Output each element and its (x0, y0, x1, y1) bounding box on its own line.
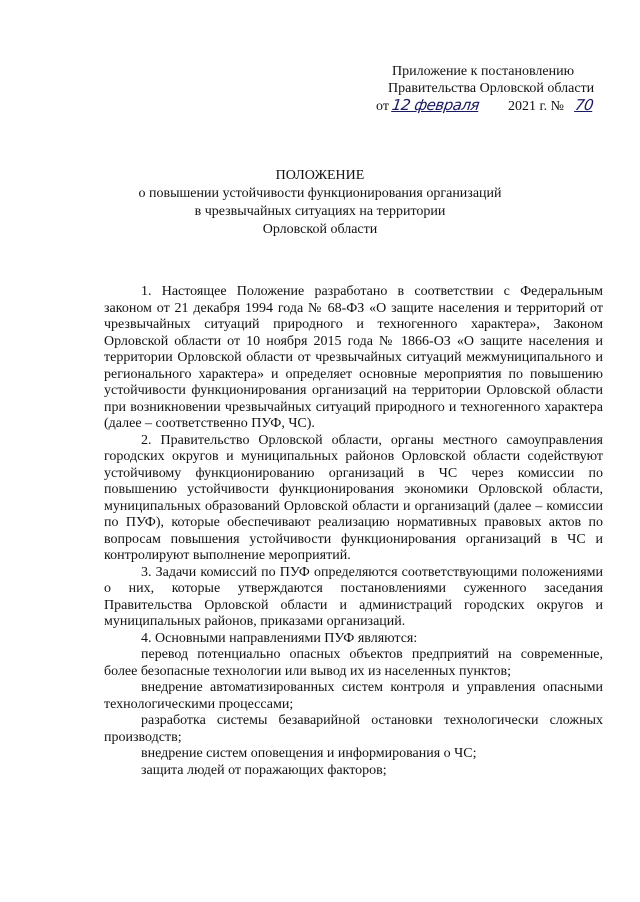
list-item: разработка системы безаварийной остановки технологически сложных производств; (104, 713, 603, 745)
paragraph-3: 3. Задачи комиссий по ПУФ определяются соответствующими положениями о них, которые утверждаются постановлениями суженного заседания Правительства Орловской области и администраций городских округов и муниципальных районов, приказами организаций. (104, 564, 603, 629)
list-item: внедрение систем оповещения и информирования о ЧС; (141, 746, 477, 761)
paragraph-1: 1. Настоящее Положение разработано в соответствии с Федеральным законом от 21 декабря 1994 года № 68-ФЗ «О защите населения и территорий от чрезвычайных ситуаций природного и техногенного характера», Законом Орловской области от 10 ноября 2015 года № 1866-ОЗ «О защите населения и территории Орловской области от чрезвычайных ситуаций межмуниципального и регионального характера» и определяет основные мероприятия по повышению устойчивости функционирования организаций на территории Орловской области при возникновении чрезвычайных ситуаций природного и техногенного характера (далее – соответственно ПУФ, ЧС). (104, 284, 603, 431)
paragraph-4: 4. Основными направлениями ПУФ являются: (141, 630, 418, 646)
list-item: перевод потенциально опасных объектов предприятий на современные, более безопасные технологии или вывод их из населенных пунктов; (104, 647, 603, 679)
from-label: от (376, 99, 389, 114)
title-line-4: Орловской области (262, 222, 378, 237)
paragraph-2: 2. Правительство Орловской области, органы местного самоуправления городских округов и муниципальных районов Орловской области содействуют устойчивому функционированию организаций в ЧС через комиссии по повышению устойчивости функционирования экономики Орловской области, муниципальных образований Орловской области и организаций (далее – комиссии по ПУФ), которые обеспечивают реализацию нормативных правовых актов по вопросам повышения устойчивости функционирования организаций в ЧС и контролируют выполнение мероприятий. (104, 432, 603, 563)
document-body (104, 284, 603, 779)
appendix-line-1: Приложение к постановлению (392, 64, 575, 79)
list-item: внедрение автоматизированных систем контроля и управления опасными технологическими процессами; (104, 680, 603, 712)
title-line-3: в чрезвычайных ситуациях на территории (194, 204, 446, 219)
list-item: защита людей от поражающих факторов; (141, 762, 387, 778)
title-line-1: ПОЛОЖЕНИЕ (275, 168, 365, 183)
document-title (100, 167, 540, 239)
title-line-2: о повышении устойчивости функционирования организаций (138, 186, 502, 201)
handwritten-number: 70 (574, 96, 595, 114)
appendix-date-line (376, 97, 601, 115)
appendix-header (376, 63, 601, 115)
year-number-label: 2021 г. № (507, 99, 564, 114)
handwritten-date: 12 февраля (391, 96, 481, 114)
appendix-line-2: Правительства Орловской области (388, 81, 595, 96)
